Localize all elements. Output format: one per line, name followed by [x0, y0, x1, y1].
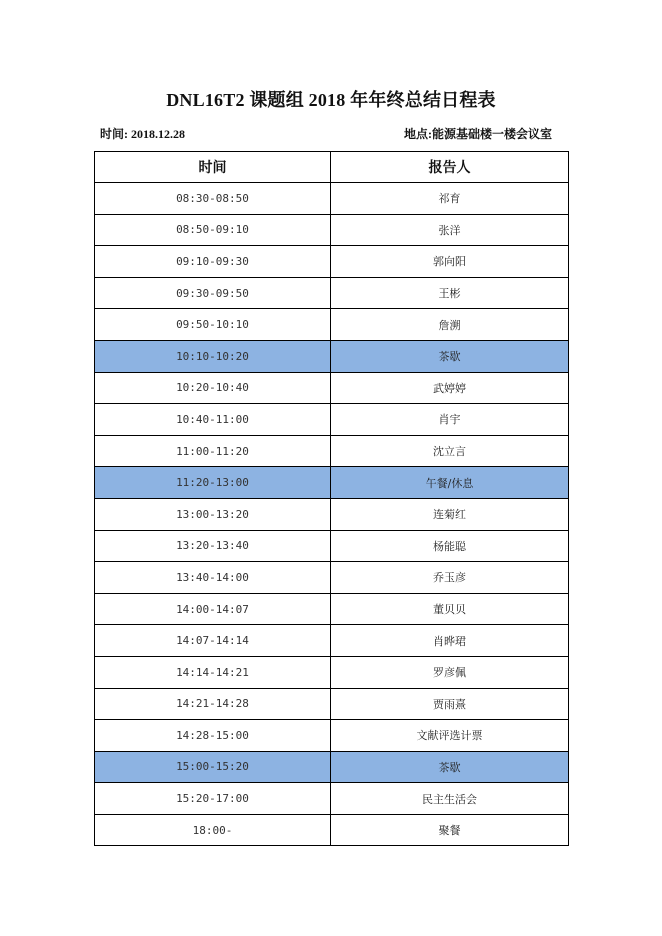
time-cell: 14:00-14:07: [95, 593, 331, 625]
table-row-break: [95, 340, 569, 372]
presenter-cell: 罗彦佩: [331, 656, 569, 688]
time-cell: 09:50-10:10: [95, 309, 331, 341]
time-cell: 09:30-09:50: [95, 277, 331, 309]
header-presenter: 报告人: [331, 152, 569, 183]
time-cell: 08:50-09:10: [95, 214, 331, 246]
time-cell: 10:40-11:00: [95, 404, 331, 436]
table-row: [95, 246, 569, 278]
presenter-cell: 聚餐: [331, 814, 569, 846]
table-row: [95, 372, 569, 404]
table-row: [95, 309, 569, 341]
presenter-cell: 午餐/休息: [331, 467, 569, 499]
table-row: [95, 404, 569, 436]
table-row: [95, 435, 569, 467]
presenter-cell: 武婷婷: [331, 372, 569, 404]
presenter-cell: 张洋: [331, 214, 569, 246]
time-cell: 09:10-09:30: [95, 246, 331, 278]
table-row-break: [95, 751, 569, 783]
time-cell: 14:14-14:21: [95, 656, 331, 688]
presenter-cell: 詹溯: [331, 309, 569, 341]
presenter-cell: 祁育: [331, 183, 569, 215]
table-row: [95, 656, 569, 688]
presenter-cell: 郭向阳: [331, 246, 569, 278]
meta-row: [100, 125, 552, 141]
table-row: [95, 214, 569, 246]
table-row: [95, 720, 569, 752]
page-title: DNL16T2 课题组 2018 年年终总结日程表: [166, 90, 496, 110]
table-row-break: [95, 467, 569, 499]
presenter-cell: 民主生活会: [331, 783, 569, 815]
schedule-table: [94, 151, 569, 846]
presenter-cell: 乔玉彦: [331, 562, 569, 594]
header-time: 时间: [95, 152, 331, 183]
time-cell: 10:10-10:20: [95, 340, 331, 372]
table-row: [95, 498, 569, 530]
table-row: [95, 183, 569, 215]
table-row: [95, 625, 569, 657]
time-cell: 14:21-14:28: [95, 688, 331, 720]
time-cell: 11:20-13:00: [95, 467, 331, 499]
table-row: [95, 562, 569, 594]
location-label: 地点:能源基础楼一楼会议室: [404, 127, 552, 141]
time-cell: 11:00-11:20: [95, 435, 331, 467]
time-cell: 08:30-08:50: [95, 183, 331, 215]
presenter-cell: 肖晔珺: [331, 625, 569, 657]
schedule-body: [95, 183, 569, 846]
table-row: [95, 688, 569, 720]
date-label: 时间: 2018.12.28: [100, 127, 185, 141]
table-header-row: [95, 152, 569, 183]
table-row: [95, 593, 569, 625]
presenter-cell: 沈立言: [331, 435, 569, 467]
table-row: [95, 814, 569, 846]
table-row: [95, 783, 569, 815]
presenter-cell: 文献评选计票: [331, 720, 569, 752]
time-cell: 10:20-10:40: [95, 372, 331, 404]
table-row: [95, 277, 569, 309]
presenter-cell: 王彬: [331, 277, 569, 309]
presenter-cell: 贾雨熹: [331, 688, 569, 720]
time-cell: 18:00-: [95, 814, 331, 846]
presenter-cell: 肖宇: [331, 404, 569, 436]
time-cell: 13:00-13:20: [95, 498, 331, 530]
table-row: [95, 530, 569, 562]
time-cell: 13:40-14:00: [95, 562, 331, 594]
time-cell: 15:00-15:20: [95, 751, 331, 783]
presenter-cell: 董贝贝: [331, 593, 569, 625]
presenter-cell: 连菊红: [331, 498, 569, 530]
time-cell: 13:20-13:40: [95, 530, 331, 562]
presenter-cell: 茶歇: [331, 751, 569, 783]
presenter-cell: 杨能聪: [331, 530, 569, 562]
time-cell: 15:20-17:00: [95, 783, 331, 815]
time-cell: 14:28-15:00: [95, 720, 331, 752]
time-cell: 14:07-14:14: [95, 625, 331, 657]
presenter-cell: 茶歇: [331, 340, 569, 372]
